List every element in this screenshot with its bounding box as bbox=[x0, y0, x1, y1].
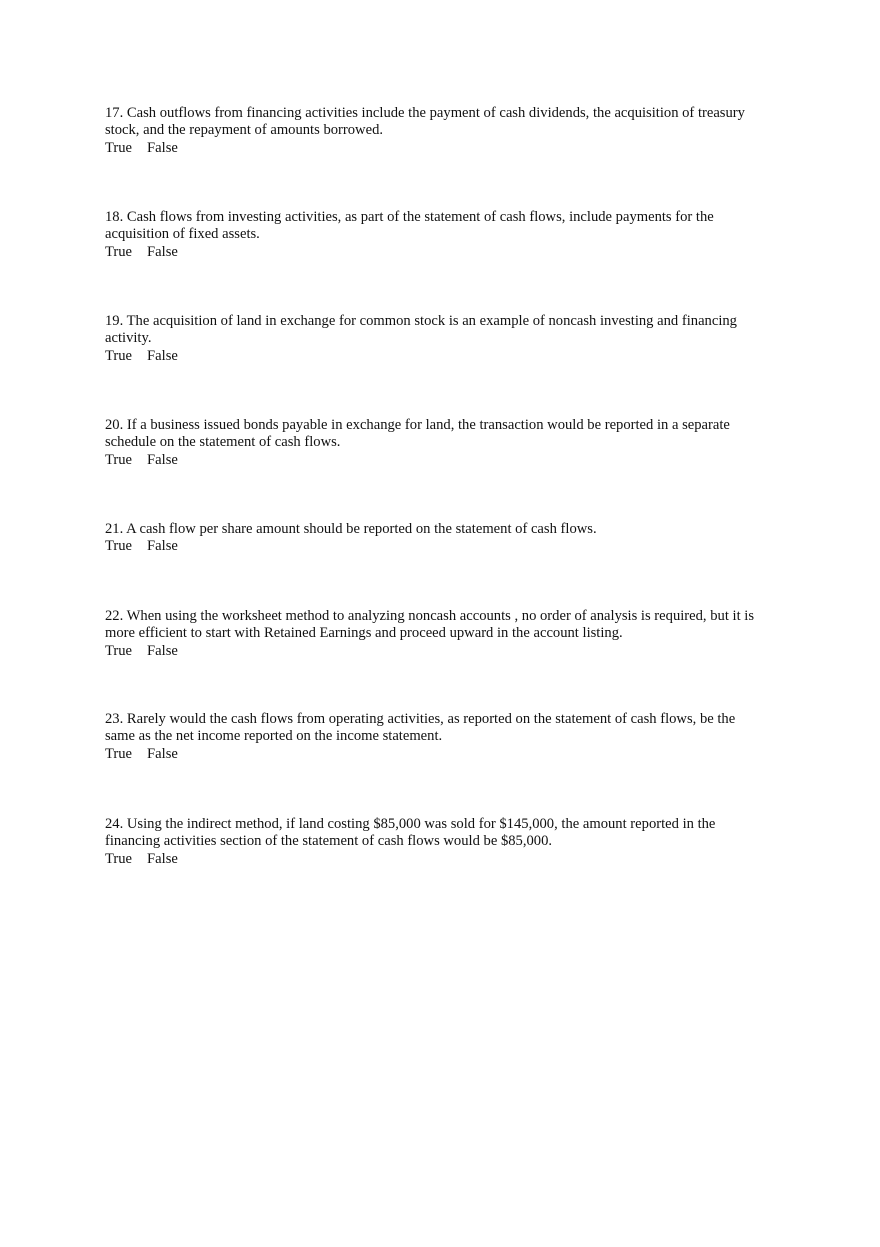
answer-choices bbox=[105, 244, 780, 261]
answer-choices bbox=[105, 452, 780, 469]
question-text: 17. Cash outflows from financing activities include the payment of cash dividends, the acquisition of treasury stock, and the repayment of amounts borrowed. bbox=[105, 105, 745, 139]
question-18 bbox=[105, 209, 780, 261]
choice-true: True bbox=[105, 451, 133, 468]
choice-false: False bbox=[147, 243, 178, 260]
choice-false: False bbox=[147, 850, 178, 867]
question-17 bbox=[105, 105, 780, 157]
choice-true: True bbox=[105, 538, 133, 555]
choice-true: True bbox=[105, 347, 133, 364]
choice-false: False bbox=[147, 745, 178, 762]
answer-choices bbox=[105, 140, 780, 157]
question-text: 18. Cash flows from investing activities, as part of the statement of cash flows, include payments for the acquisition of fixed assets. bbox=[105, 209, 714, 243]
choice-false: False bbox=[147, 538, 178, 555]
answer-choices bbox=[105, 746, 780, 763]
choice-false: False bbox=[147, 139, 178, 156]
choice-false: False bbox=[147, 451, 178, 468]
question-24 bbox=[105, 816, 780, 868]
choice-true: True bbox=[105, 642, 133, 659]
choice-true: True bbox=[105, 243, 133, 260]
question-21 bbox=[105, 521, 780, 556]
choice-false: False bbox=[147, 642, 178, 659]
choice-true: True bbox=[105, 850, 133, 867]
answer-choices bbox=[105, 348, 780, 365]
question-23 bbox=[105, 711, 780, 763]
answer-choices bbox=[105, 643, 780, 660]
choice-true: True bbox=[105, 745, 133, 762]
question-text: 22. When using the worksheet method to analyzing noncash accounts , no order of analysis is required, but it is more efficient to start with Retained Earnings and proceed upward in the account listing. bbox=[105, 608, 755, 642]
question-text: 20. If a business issued bonds payable in exchange for land, the transaction would be reported in a separate schedule on the statement of cash flows. bbox=[105, 417, 730, 451]
choice-false: False bbox=[147, 347, 178, 364]
question-text: 24. Using the indirect method, if land costing $85,000 was sold for $145,000, the amount reported in the financing activities section of the statement of cash flows would be $85,000. bbox=[105, 816, 716, 850]
question-19 bbox=[105, 313, 780, 365]
answer-choices bbox=[105, 851, 780, 868]
answer-choices bbox=[105, 538, 780, 555]
choice-true: True bbox=[105, 139, 133, 156]
question-text: 21. A cash flow per share amount should be reported on the statement of cash flows. bbox=[105, 521, 597, 537]
question-20 bbox=[105, 417, 780, 469]
question-22 bbox=[105, 608, 780, 660]
question-text: 23. Rarely would the cash flows from operating activities, as reported on the statement of cash flows, be the same as the net income reported on the income statement. bbox=[105, 711, 736, 745]
question-text: 19. The acquisition of land in exchange for common stock is an example of noncash investing and financing activity. bbox=[105, 313, 737, 347]
